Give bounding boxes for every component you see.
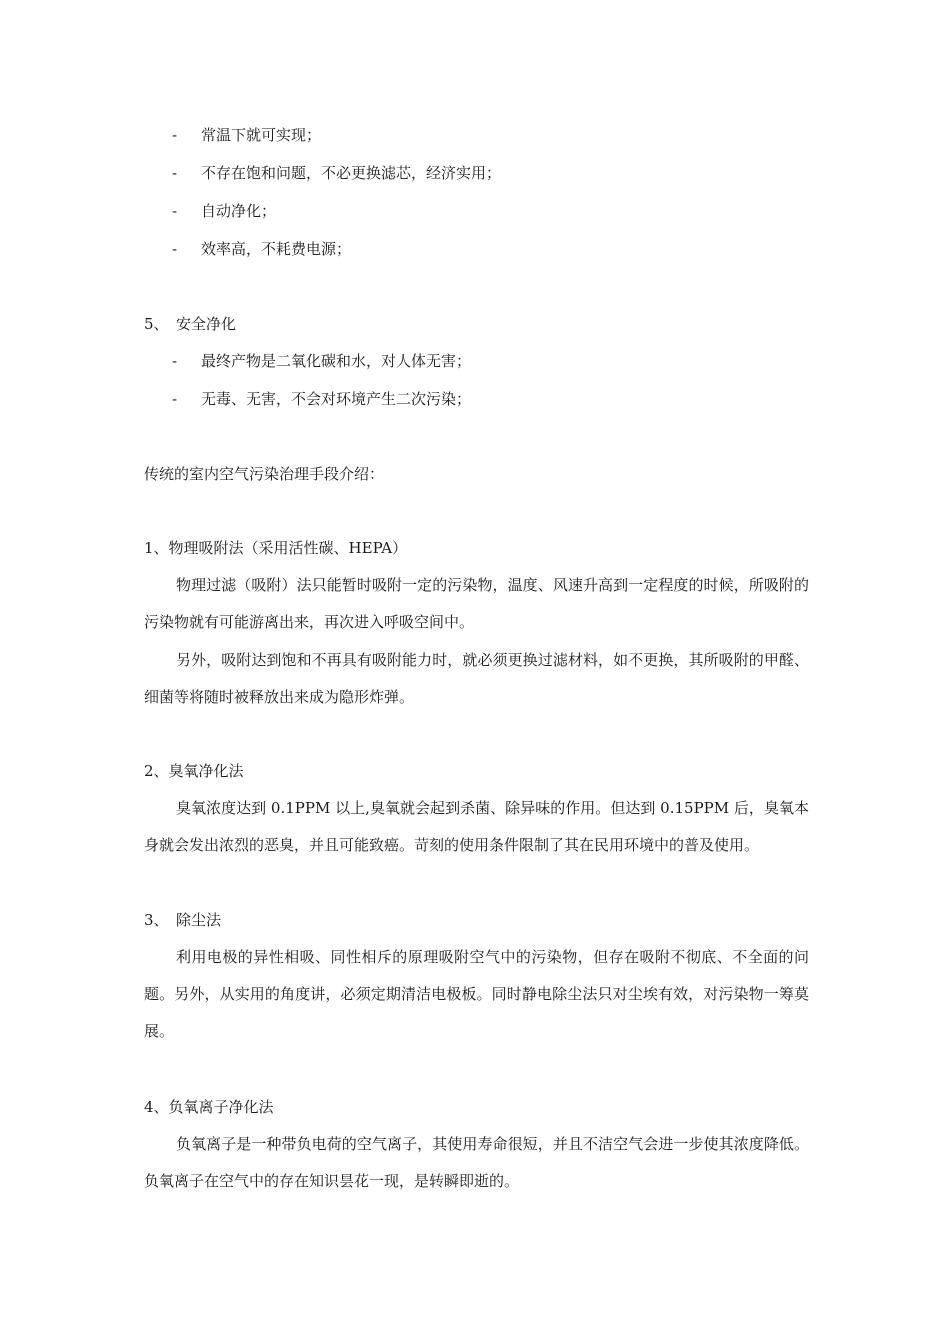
method3-title: 除尘法: [176, 911, 222, 929]
bullet-dash: -: [172, 352, 178, 370]
intro-heading: 传统的室内空气污染治理手段介绍：: [144, 465, 385, 483]
method4-heading: 4、负氧离子净化法: [144, 1098, 274, 1116]
section-number: 5、: [144, 315, 169, 333]
bullet-text: 自动净化；: [201, 202, 277, 220]
method4-paragraph-1: 负氧离子是一种带负电荷的空气离子，其使用寿命很短，并且不洁空气会进一步使其浓度降低。负氧离子在空气中的存在知识昙花一现，是转瞬即逝的。: [144, 1135, 809, 1190]
method2-heading: 2、臭氧净化法: [144, 762, 244, 780]
bullet-dash: -: [172, 126, 178, 144]
method2-paragraph-1: 臭氧浓度达到 0.1PPM 以上,臭氧就会起到杀菌、除异味的作用。但达到 0.15PPM 后，臭氧本身就会发出浓烈的恶臭，并且可能致癌。苛刻的使用条件限制了其在民用环境中的普及使用。: [144, 799, 809, 854]
bullet-dash: -: [172, 202, 178, 220]
method3-number: 3、: [144, 911, 169, 929]
bullet-text: 最终产物是二氧化碳和水，对人体无害；: [201, 352, 472, 370]
method3-paragraph-1: 利用电极的异性相吸、同性相斥的原理吸附空气中的污染物，但存在吸附不彻底、不全面的问题。另外，从实用的角度讲，必须定期清洁电极板。同时静电除尘法只对尘埃有效，对污染物一筹莫展。: [144, 948, 809, 1040]
method1-paragraph-1: 物理过滤（吸附）法只能暂时吸附一定的污染物，温度、风速升高到一定程度的时候，所吸附的污染物就有可能游离出来，再次进入呼吸空间中。: [144, 576, 809, 631]
bullet-text: 不存在饱和问题，不必更换滤芯，经济实用；: [201, 164, 502, 182]
section-title: 安全净化: [176, 315, 237, 333]
bullet-text: 效率高，不耗费电源；: [201, 240, 352, 258]
bullet-dash: -: [172, 390, 178, 408]
bullet-text: 无毒、无害，不会对环境产生二次污染；: [201, 390, 472, 408]
method1-heading: 1、物理吸附法（采用活性碳、HEPA）: [144, 539, 408, 557]
bullet-dash: -: [172, 164, 178, 182]
method1-paragraph-2: 另外，吸附达到饱和不再具有吸附能力时，就必须更换过滤材料，如不更换，其所吸附的甲醛、细菌等将随时被释放出来成为隐形炸弹。: [144, 651, 809, 706]
bullet-text: 常温下就可实现；: [201, 126, 322, 144]
bullet-dash: -: [172, 240, 178, 258]
